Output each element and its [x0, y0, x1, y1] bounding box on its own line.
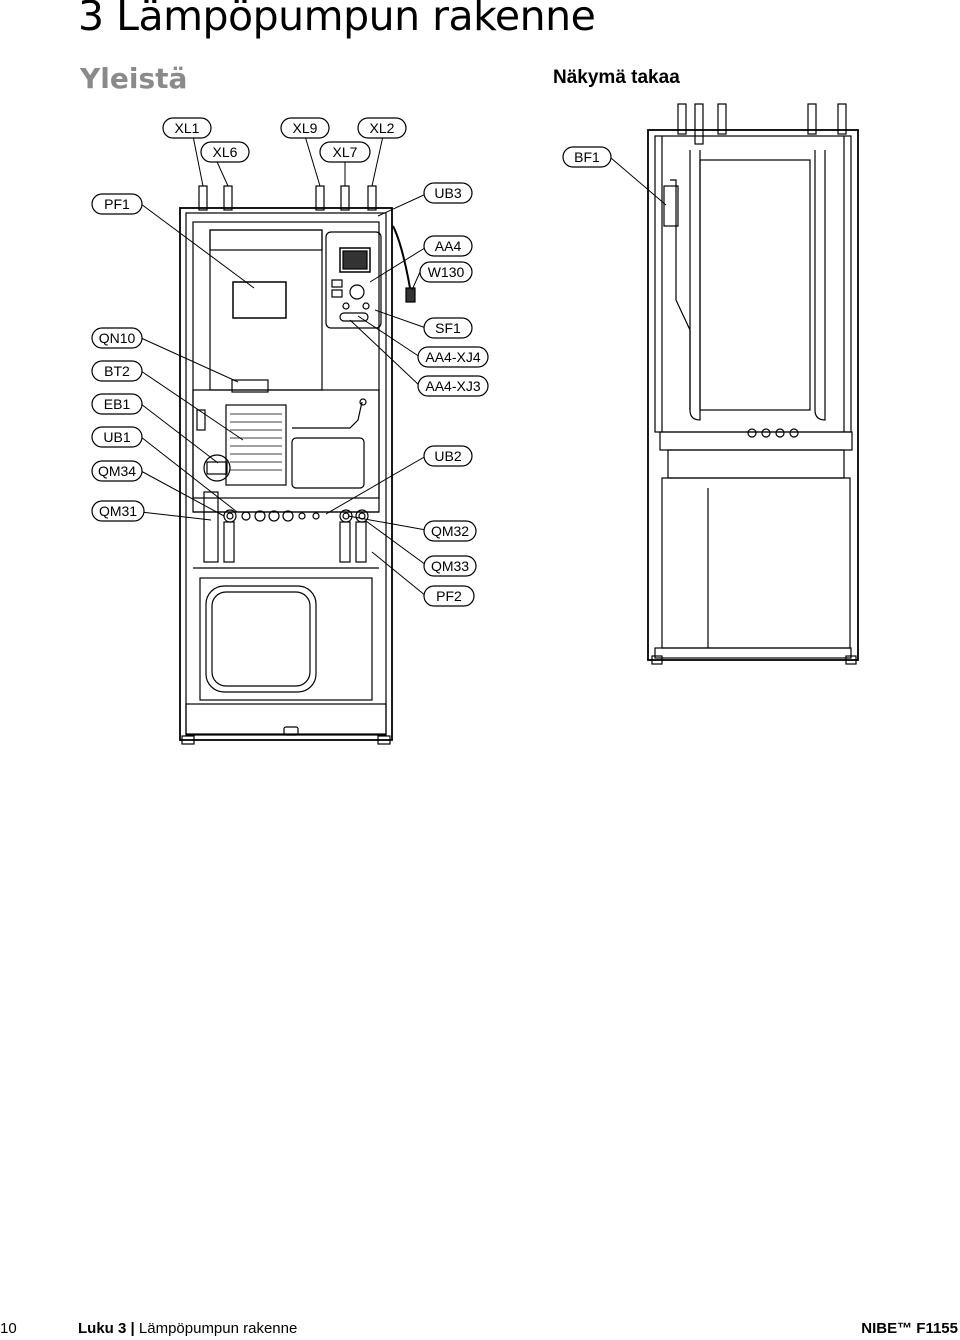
page-number: 10 — [0, 1320, 17, 1337]
callout-leaders — [141, 136, 666, 596]
label-xl7: XL7 — [332, 144, 358, 160]
label-ub3: UB3 — [434, 185, 462, 201]
label-aa4-xj3: AA4-XJ3 — [425, 378, 481, 394]
rear-view-caption: Näkymä takaa — [553, 67, 680, 88]
footer-brand: NIBE™ F1155 — [861, 1320, 958, 1337]
label-qm32: QM32 — [430, 523, 470, 539]
chapter-title: 3 Lämpöpumpun rakenne — [78, 0, 596, 40]
label-ub1: UB1 — [103, 429, 131, 445]
rear-view-drawing — [648, 104, 858, 664]
label-qn10: QN10 — [98, 330, 136, 346]
label-qm31: QM31 — [98, 503, 138, 519]
label-aa4-xj4: AA4-XJ4 — [425, 349, 481, 365]
footer-chapter-name: Lämpöpumpun rakenne — [138, 1320, 298, 1337]
footer-chapter: Luku 3 — [78, 1320, 127, 1337]
label-w130: W130 — [427, 264, 465, 280]
label-pf1: PF1 — [104, 196, 130, 212]
label-qm33: QM33 — [430, 558, 470, 574]
label-eb1: EB1 — [103, 396, 131, 412]
label-bt2: BT2 — [104, 363, 130, 379]
label-pf2: PF2 — [436, 588, 462, 604]
label-xl6: XL6 — [212, 144, 238, 160]
page-footer-left — [0, 1320, 297, 1337]
front-view-drawing — [180, 186, 415, 744]
label-sf1: SF1 — [435, 320, 461, 336]
label-aa4: AA4 — [434, 238, 462, 254]
label-bf1: BF1 — [574, 149, 600, 165]
label-xl2: XL2 — [369, 120, 395, 136]
section-title: Yleistä — [80, 62, 188, 95]
footer-separator: | — [130, 1320, 135, 1337]
label-xl9: XL9 — [292, 120, 318, 136]
label-xl1: XL1 — [174, 120, 200, 136]
label-ub2: UB2 — [434, 448, 462, 464]
label-qm34: QM34 — [97, 463, 137, 479]
callout-badges — [92, 118, 611, 606]
